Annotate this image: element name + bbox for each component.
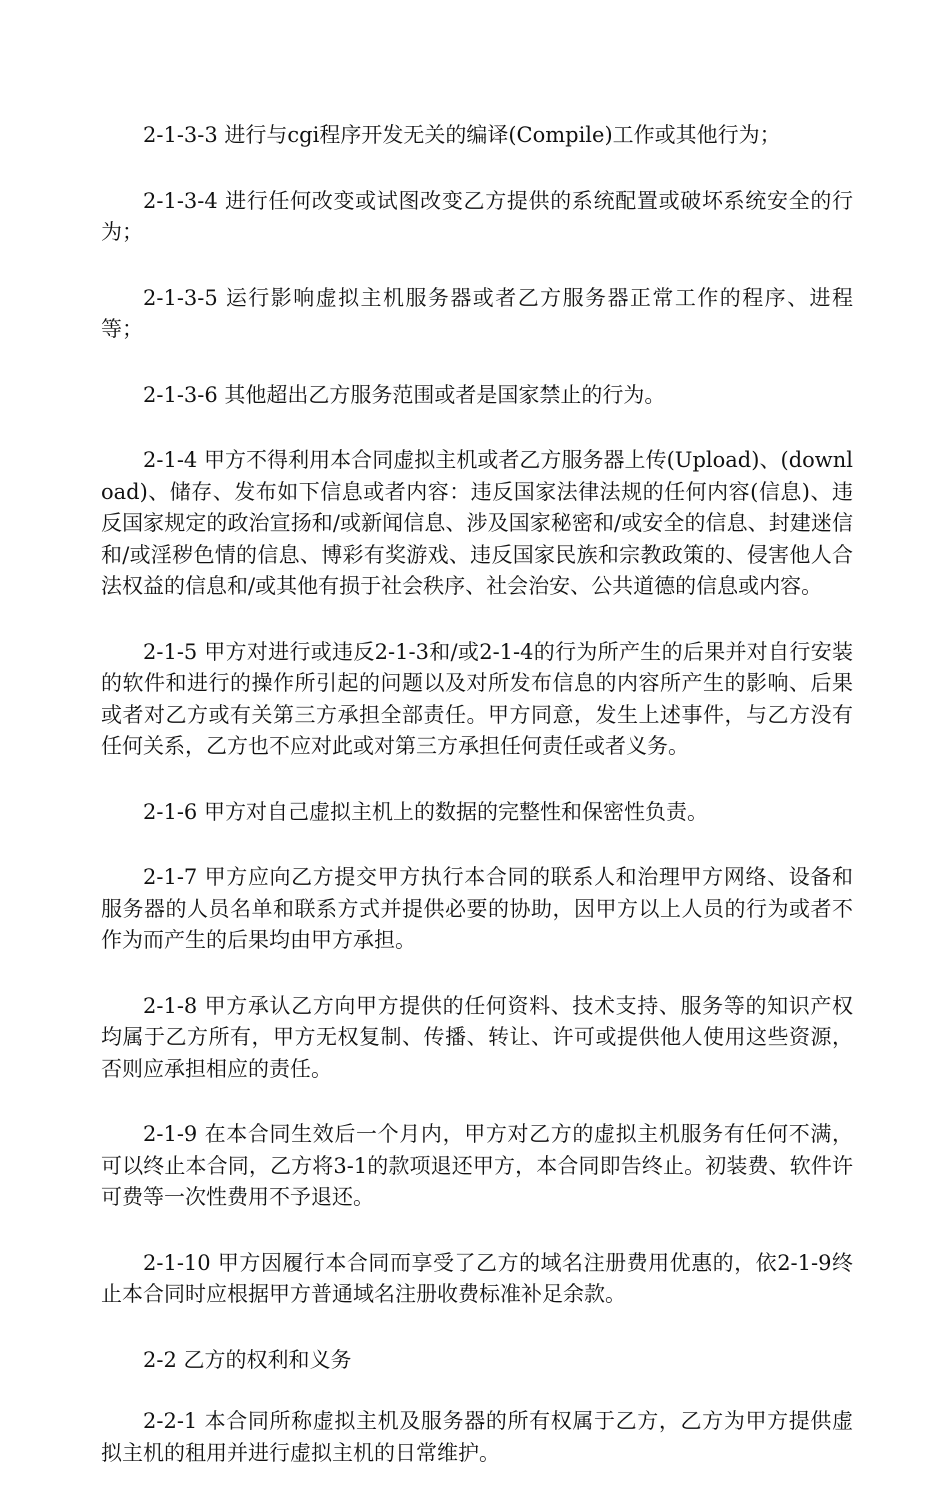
clause-2-1-6: 2-1-6 甲方对自己虚拟主机上的数据的完整性和保密性负责。 (143, 799, 708, 824)
clause-2-1-3-6: 2-1-3-6 其他超出乙方服务范围或者是国家禁止的行为。 (143, 382, 666, 407)
clause-2-1-8: 2-1-8 甲方承认乙方向甲方提供的任何资料、技术支持、服务等的知识产权均属于乙方所有，甲方无权复制、传播、转让、许可或提供他人使用这些资源，否则应承担相应的责任。 (101, 993, 853, 1081)
clause-2-1-4: 2-1-4 甲方不得利用本合同虚拟主机或者乙方服务器上传(Upload)、(download)、储存、发布如下信息或者内容：违反国家法律法规的任何内容(信息)、违反国家规定的政治宣扬和/或新闻信息、涉及国家秘密和/或安全的信息、封建迷信和/或淫秽色情的信息、博彩有奖游戏、违反国家民族和宗教政策的、侵害他人合法权益的信息和/或其他有损于社会秩序、社会治安、公共道德的信息或内容。 (101, 448, 853, 598)
clause-2-1-3-5: 2-1-3-5 运行影响虚拟主机服务器或者乙方服务器正常工作的程序、进程等； (101, 285, 853, 341)
section-heading-2-2: 2-2 乙方的权利和义务 (143, 1347, 352, 1372)
clause-2-1-3-4: 2-1-3-4 进行任何改变或试图改变乙方提供的系统配置或破坏系统安全的行为； (101, 188, 853, 244)
document-page (101, 120, 853, 1503)
clause-2-1-7: 2-1-7 甲方应向乙方提交甲方执行本合同的联系人和治理甲方网络、设备和服务器的人员名单和联系方式并提供必要的协助，因甲方以上人员的行为或者不作为而产生的后果均由甲方承担。 (101, 865, 853, 952)
clause-2-2-1: 2-2-1 本合同所称虚拟主机及服务器的所有权属于乙方，乙方为甲方提供虚拟主机的租用并进行虚拟主机的日常维护。 (101, 1409, 853, 1465)
clause-2-1-9: 2-1-9 在本合同生效后一个月内，甲方对乙方的虚拟主机服务有任何不满，可以终止本合同，乙方将3-1的款项退还甲方，本合同即告终止。初装费、软件许可费等一次性费用不予退还。 (101, 1122, 853, 1209)
clause-2-1-3-3: 2-1-3-3 进行与cgi程序开发无关的编译(Compile)工作或其他行为； (143, 123, 781, 147)
clause-2-1-10: 2-1-10 甲方因履行本合同而享受了乙方的域名注册费用优惠的，依2-1-9终止本合同时应根据甲方普通域名注册收费标准补足余款。 (101, 1250, 853, 1306)
clause-2-1-5: 2-1-5 甲方对进行或违反2-1-3和/或2-1-4的行为所产生的后果并对自行安装的软件和进行的操作所引起的问题以及对所发布信息的内容所产生的影响、后果或者对乙方或有关第三方承担全部责任。甲方同意，发生上述事件，与乙方没有任何关系，乙方也不应对此或对第三方承担任何责任或者义务。 (101, 639, 853, 758)
